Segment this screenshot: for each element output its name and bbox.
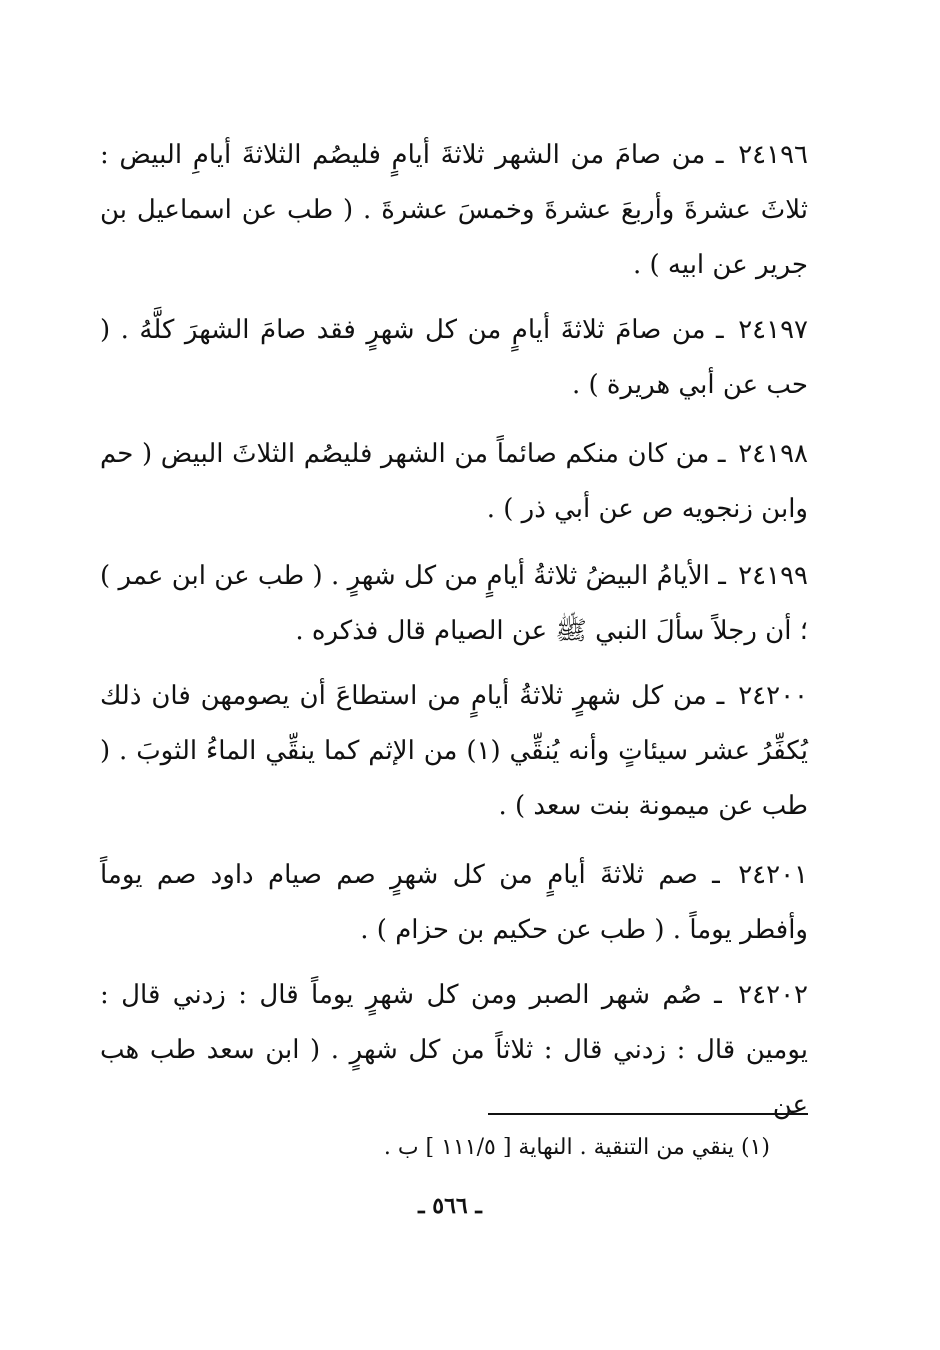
hadith-text: ـ صم ثلاثةَ أيامٍ من كل شهرٍ صم صيام داود صم يوماً وأفطر يوماً . ( طب عن حكيم بن حزام ) . <box>100 860 808 945</box>
hadith-number: ٢٤١٩٩ <box>738 561 808 591</box>
hadith-entry <box>100 128 808 293</box>
hadith-number: ٢٤٢٠٢ <box>738 980 808 1010</box>
hadith-entry <box>100 669 808 834</box>
hadith-entry <box>100 848 808 958</box>
hadith-number: ٢٤١٩٦ <box>738 140 809 170</box>
hadith-entry <box>100 427 808 537</box>
hadith-number: ٢٤١٩٧ <box>738 315 809 345</box>
hadith-number: ٢٤١٩٨ <box>738 439 809 469</box>
hadith-entry <box>100 968 808 1133</box>
hadith-number: ٢٤٢٠٠ <box>738 681 809 711</box>
hadith-entry <box>100 549 808 659</box>
hadith-text: ـ من صامَ من الشهر ثلاثةَ أيامٍ فليصُم الثلاثةَ أيامِ البيض : ثلاثَ عشرةَ وأربعَ عشرةَ وخمسَ عشرةَ . ( طب عن اسماعيل بن جرير عن ابيه ) . <box>100 140 808 280</box>
hadith-text: ـ الأيامُ البيضُ ثلاثةُ أيامٍ من كل شهرٍ . ( طب عن ابن عمر ) ؛ أن رجلاً سألَ النبي ﷺ عن الصيام قال فذكره . <box>100 561 808 646</box>
footnote: (١) ينقي من التنقية . النهاية [ ١١١/٥ ] ب . <box>383 1135 770 1160</box>
footnote-divider <box>488 1113 808 1115</box>
page-number: ـ ٥٦٦ ـ <box>418 1193 482 1219</box>
hadith-text: ـ من كان منكم صائماً من الشهر فليصُم الثلاثَ البيض ( حم وابن زنجويه ص عن أبي ذر ) . <box>100 439 808 524</box>
hadith-list <box>100 128 808 1143</box>
hadith-text: ـ من صامَ ثلاثةَ أيامٍ من كل شهرٍ فقد صامَ الشهرَ كلَّهُ . ( حب عن أبي هريرة ) . <box>100 315 808 400</box>
hadith-text: ـ من كل شهرٍ ثلاثةُ أيامٍ من استطاعَ أن يصومهن فان ذلك يُكفِّرُ عشر سيئاتٍ وأنه يُنقِّي (١) من الإثم كما ينقِّي الماءُ الثوبَ . ( طب عن ميمونة بنت سعد ) . <box>100 681 808 821</box>
hadith-entry <box>100 303 808 413</box>
hadith-number: ٢٤٢٠١ <box>738 860 809 890</box>
hadith-text: ـ صُم شهر الصبر ومن كل شهرٍ يوماً قال : زدني قال : يومين قال : زدني قال : ثلاثاً من كل شهرٍ . ( ابن سعد طب هب عن <box>100 980 808 1120</box>
